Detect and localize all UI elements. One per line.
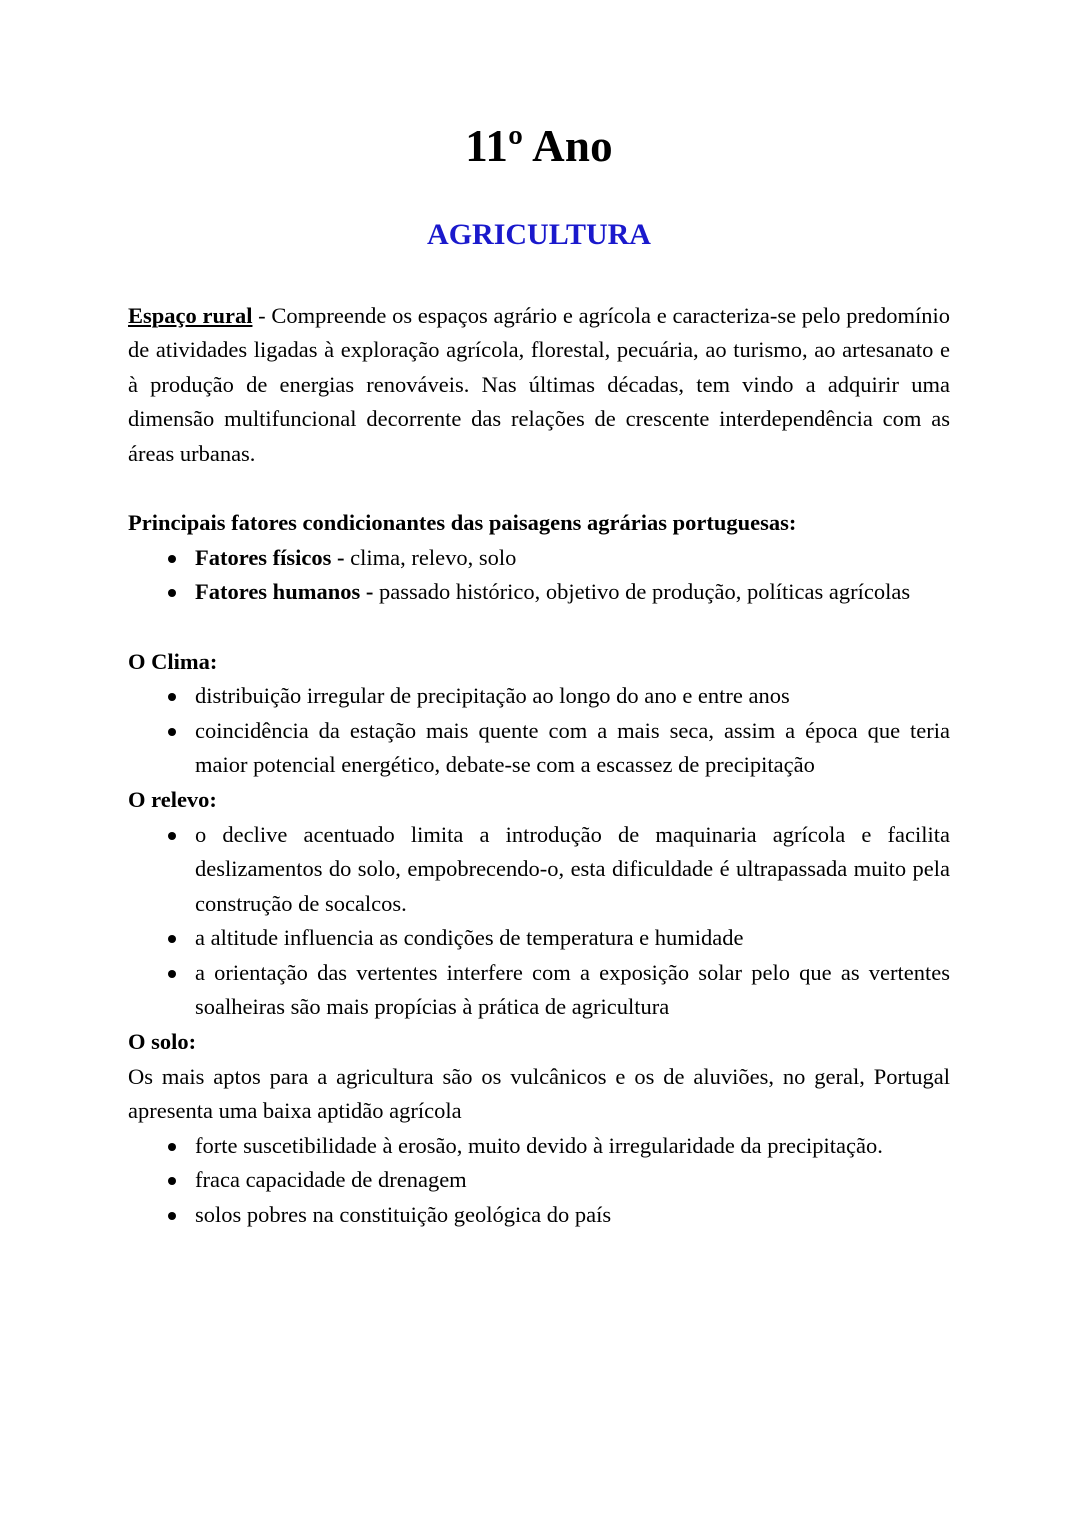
- factors-item-0-bold: Fatores físicos -: [195, 544, 351, 570]
- solo-heading: O solo:: [128, 1029, 197, 1055]
- relevo-list: [128, 818, 950, 1026]
- list-item: [128, 575, 950, 610]
- intro-body-text: Compreende os espaços agrário e agrícola e caracteriza-se pelo predomínio de atividades ligadas à exploração agrícola, florestal, pecuária, ao turismo, ao artesanato e à produção de energias renováveis. Nas últimas décadas, tem vindo a adquirir uma dimensão multifuncional decorrente das relações de crescente interdependência com as áreas urbanas.: [128, 302, 950, 466]
- clima-heading: O Clima:: [128, 648, 218, 674]
- solo-list: [128, 1129, 950, 1233]
- clima-list: [128, 679, 950, 783]
- page-subtitle: AGRICULTURA: [427, 217, 651, 251]
- intro-separator: -: [252, 302, 272, 328]
- factors-heading: Principais fatores condicionantes das paisagens agrárias portuguesas:: [128, 510, 797, 536]
- list-item: solos pobres na constituição geológica do país: [128, 1198, 950, 1233]
- relevo-heading: O relevo:: [128, 786, 217, 812]
- list-item: coincidência da estação mais quente com a mais seca, assim a época que teria maior potencial energético, debate-se com a escassez de precipitação: [128, 714, 950, 783]
- factors-item-0-rest: clima, relevo, solo: [350, 544, 517, 570]
- factors-item-1-bold: Fatores humanos -: [195, 579, 379, 605]
- list-item: a altitude influencia as condições de temperatura e humidade: [128, 921, 950, 956]
- intro-paragraph: [128, 251, 950, 472]
- solo-intro-paragraph: Os mais aptos para a agricultura são os vulcânicos e os de aluviões, no geral, Portugal apresenta uma baixa aptidão agrícola: [128, 1063, 950, 1124]
- page-title: 11º Ano: [465, 121, 613, 171]
- list-item: forte suscetibilidade à erosão, muito devido à irregularidade da precipitação.: [128, 1129, 950, 1164]
- factors-list: [128, 541, 950, 610]
- intro-lead-term: Espaço rural: [128, 302, 253, 328]
- document-content: [128, 0, 950, 1233]
- factors-item-1-rest: passado histórico, objetivo de produção, políticas agrícolas: [378, 579, 911, 605]
- list-item: fraca capacidade de drenagem: [128, 1163, 950, 1198]
- list-item: [128, 541, 950, 576]
- list-item: o declive acentuado limita a introdução de maquinaria agrícola e facilita deslizamentos do solo, empobrecendo-o, esta dificuldade é ultrapassada muito pela construção de socalcos.: [128, 818, 950, 922]
- list-item: a orientação das vertentes interfere com a exposição solar pelo que as vertentes soalheiras são mais propícias à prática de agricultura: [128, 956, 950, 1025]
- list-item: distribuição irregular de precipitação ao longo do ano e entre anos: [128, 679, 950, 714]
